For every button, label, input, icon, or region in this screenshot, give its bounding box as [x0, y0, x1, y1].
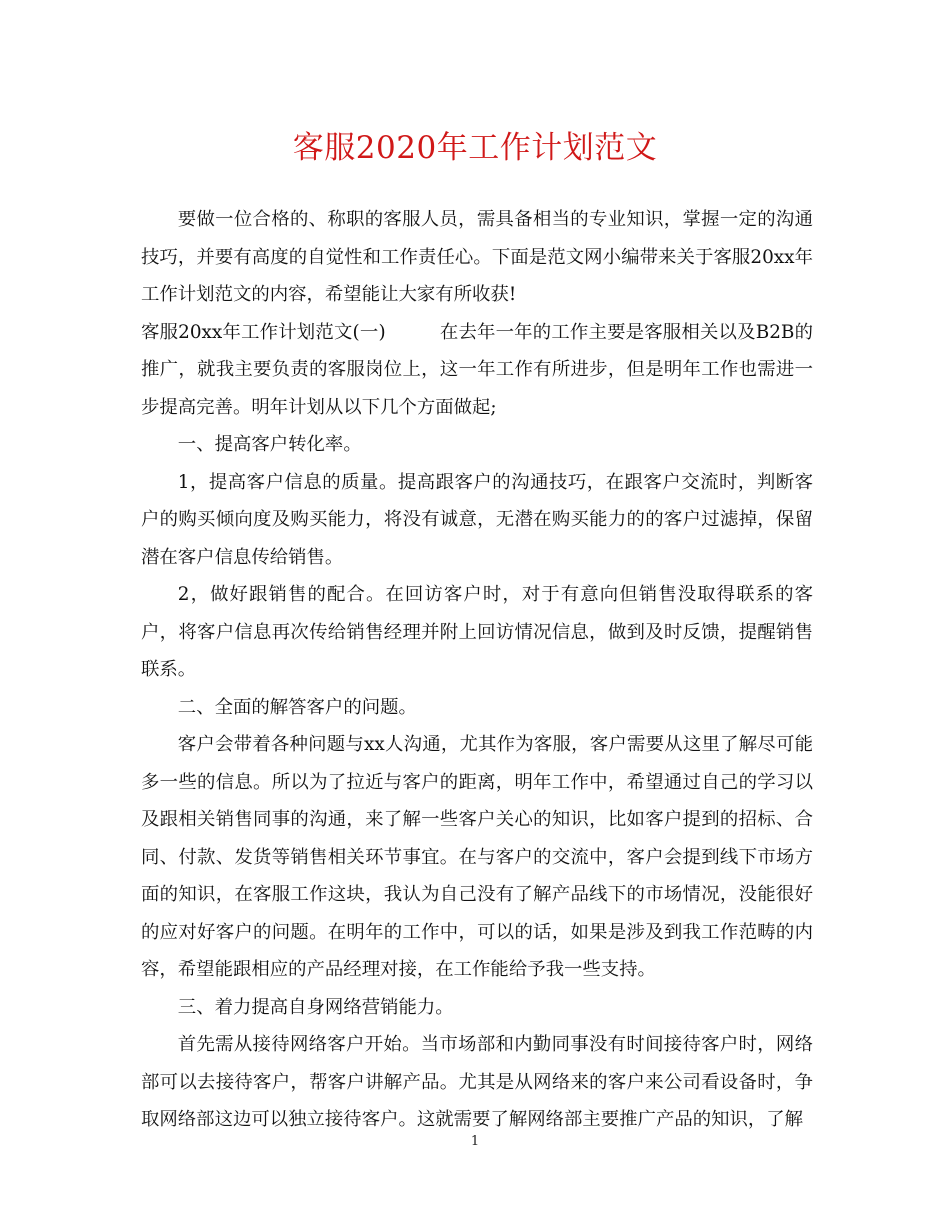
section-2-body: 客户会带着各种问题与xx人沟通，尤其作为客服，客户需要从这里了解尽可能多一些的信息。所以为了拉近与客户的距离，明年工作中，希望通过自己的学习以及跟相关销售同事的沟通，来了解一些客户关心的知识，比如客户提到的招标、合同、付款、发货等销售相关环节事宜。在与客户的交流中，客户会提到线下市场方面的知识，在客服工作这块，我认为自己没有了解产品线下的市场情况，没能很好的应对好客户的问题。在明年的工作中，可以的话，如果是涉及到我工作范畴的内容，希望能跟相应的产品经理对接，在工作能给予我一些支持。: [141, 734, 813, 980]
page-number: 1: [470, 1134, 480, 1149]
document-title: 客服2020年工作计划范文: [292, 130, 658, 166]
sample-paragraph: [141, 314, 813, 427]
section-heading-2: 二、全面的解答客户的问题。: [177, 696, 417, 718]
intro-paragraph: 要做一位合格的、称职的客服人员，需具备相当的专业知识，掌握一定的沟通技巧，并要有高度的自觉性和工作责任心。下面是范文网小编带来关于客服20xx年工作计划范文的内容，希望能让大家有所收获!: [141, 209, 813, 305]
section-1-item-1: 1，提高客户信息的质量。提高跟客户的沟通技巧，在跟客户交流时，判断客户的购买倾向度及购买能力，将没有诚意，无潜在购买能力的的客户过滤掉，保留潜在客户信息传给销售。: [141, 471, 813, 568]
section-heading-3: 三、着力提高自身网络营销能力。: [177, 996, 454, 1018]
sample-heading: 客服20xx年工作计划范文(一): [141, 321, 386, 343]
document-body: [141, 201, 813, 1139]
section-heading-1: 一、提高客户转化率。: [177, 434, 362, 455]
sample-opening-text: 在去年一年的工作主要是客服相关以及B2B的推广，就我主要负责的客服岗位上，这一年工作有所进步，但是明年工作也需进一步提高完善。明年计划从以下几个方面做起;: [141, 321, 814, 418]
section-1-item-2: 2，做好跟销售的配合。在回访客户时，对于有意向但销售没取得联系的客户，将客户信息再次传给销售经理并附上回访情况信息，做到及时反馈，提醒销售联系。: [141, 584, 813, 680]
section-3-body: 首先需从接待网络客户开始。当市场部和内勤同事没有时间接待客户时，网络部可以去接待客户，帮客户讲解产品。尤其是从网络来的客户来公司看设备时，争取网络部这边可以独立接待客户。这就需要了解网络部主要推广产品的知识，了解: [141, 1034, 813, 1130]
